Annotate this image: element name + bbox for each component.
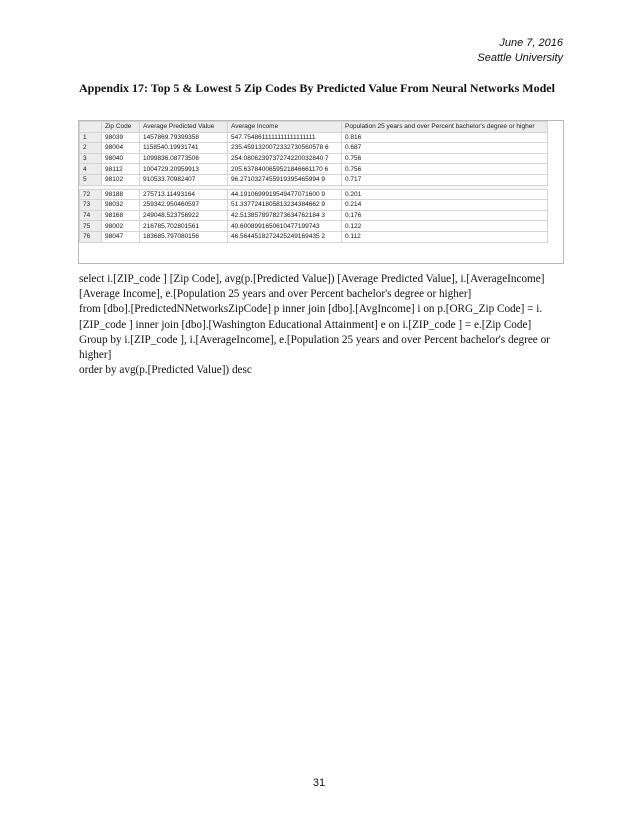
cell-predicted[interactable]: 275713.11493164 xyxy=(140,189,228,200)
cell-income[interactable]: 96.2710327455919395465994 9 xyxy=(228,174,342,185)
cell-predicted[interactable]: 1457869.79399358 xyxy=(140,132,228,143)
row-number[interactable]: 72 xyxy=(80,189,102,200)
cell-bachelors[interactable]: 0.176 xyxy=(342,210,548,221)
cell-income[interactable]: 42.5138578978273634762184 3 xyxy=(228,210,342,221)
row-number[interactable]: 1 xyxy=(80,132,102,143)
cell-bachelors[interactable]: 0.122 xyxy=(342,221,548,232)
cell-zip[interactable]: 98002 xyxy=(102,221,140,232)
sql-query xyxy=(79,272,563,378)
table-row[interactable] xyxy=(80,189,548,200)
cell-predicted[interactable]: 1158540.19931741 xyxy=(140,143,228,154)
cell-bachelors[interactable]: 0.756 xyxy=(342,153,548,164)
cell-zip[interactable]: 98047 xyxy=(102,231,140,242)
cell-bachelors[interactable]: 0.214 xyxy=(342,200,548,211)
cell-bachelors[interactable]: 0.717 xyxy=(342,174,548,185)
cell-zip[interactable]: 98032 xyxy=(102,200,140,211)
table-row[interactable] xyxy=(80,210,548,221)
header-date: June 7, 2016 xyxy=(499,37,563,49)
sql-select-clause: select i.[ZIP_code ] [Zip Code], avg(p.[Predicted Value]) [Average Predicted Value], i.[AverageIncome] [Average Income], e.[Population 25 years and over Percent bachelor's degree or higher] xyxy=(79,273,545,301)
table-row[interactable] xyxy=(80,174,548,185)
cell-predicted[interactable]: 1099836.08773506 xyxy=(140,153,228,164)
column-header-avg-income[interactable]: Average Income xyxy=(228,122,342,133)
table-row[interactable] xyxy=(80,200,548,211)
cell-zip[interactable]: 98102 xyxy=(102,174,140,185)
table-row[interactable] xyxy=(80,231,548,242)
cell-income[interactable]: 46.5644518272425249169435 2 xyxy=(228,231,342,242)
table-row[interactable] xyxy=(80,221,548,232)
column-header-avg-predicted-value[interactable]: Average Predicted Value xyxy=(140,122,228,133)
cell-zip[interactable]: 98040 xyxy=(102,153,140,164)
cell-predicted[interactable]: 249048.523756922 xyxy=(140,210,228,221)
cell-zip[interactable]: 98188 xyxy=(102,189,140,200)
cell-income[interactable]: 254.0806239737274220032840 7 xyxy=(228,153,342,164)
sql-from-clause: from [dbo].[PredictedNNetworksZipCode] p inner join [dbo].[AvgIncome] i on p.[ORG_Zip Code] = i.[ZIP_code ] inner join [dbo].[Washington Educational Attainment] e on i.[ZIP_code ] = e.[Zip Code] xyxy=(79,303,543,331)
results-table xyxy=(79,121,548,243)
results-grid[interactable] xyxy=(78,120,564,264)
row-number[interactable]: 74 xyxy=(80,210,102,221)
appendix-title: Appendix 17: Top 5 & Lowest 5 Zip Codes By Predicted Value From Neural Networks Model xyxy=(79,81,555,95)
cell-zip[interactable]: 98168 xyxy=(102,210,140,221)
cell-zip[interactable]: 98004 xyxy=(102,143,140,154)
cell-bachelors[interactable]: 0.756 xyxy=(342,164,548,175)
cell-bachelors[interactable]: 0.112 xyxy=(342,231,548,242)
cell-income[interactable]: 205.6378400659521846661170 6 xyxy=(228,164,342,175)
cell-bachelors[interactable]: 0.687 xyxy=(342,143,548,154)
table-row[interactable] xyxy=(80,153,548,164)
column-header-bachelors-percent[interactable]: Population 25 years and over Percent bachelor's degree or higher xyxy=(342,122,548,133)
cell-predicted[interactable]: 1004729.20959913 xyxy=(140,164,228,175)
row-number[interactable]: 4 xyxy=(80,164,102,175)
column-header-rownum[interactable] xyxy=(80,122,102,133)
row-number[interactable]: 2 xyxy=(80,143,102,154)
cell-zip[interactable]: 98039 xyxy=(102,132,140,143)
cell-income[interactable]: 235.4591320072332730560578 6 xyxy=(228,143,342,154)
header-org: Seattle University xyxy=(477,52,563,64)
cell-bachelors[interactable]: 0.816 xyxy=(342,132,548,143)
sql-group-by-clause: Group by i.[ZIP_code ], i.[AverageIncome], e.[Population 25 years and over Percent bachelor's degree or higher] xyxy=(79,333,550,362)
page-number: 31 xyxy=(312,777,326,789)
sql-order-by-clause: order by avg(p.[Predicted Value]) desc xyxy=(79,364,252,377)
header-row xyxy=(80,122,548,133)
row-number[interactable]: 75 xyxy=(80,221,102,232)
row-number[interactable]: 76 xyxy=(80,231,102,242)
table-row[interactable] xyxy=(80,143,548,154)
cell-income[interactable]: 44.1910699919549477071600 9 xyxy=(228,189,342,200)
page-header xyxy=(477,36,563,66)
column-header-zip-code[interactable]: Zip Code xyxy=(102,122,140,133)
row-number[interactable]: 3 xyxy=(80,153,102,164)
cell-predicted[interactable]: 183685.797080156 xyxy=(140,231,228,242)
cell-income[interactable]: 40.6008991650610477199743 xyxy=(228,221,342,232)
cell-income[interactable]: 547.7548611111111111111111 xyxy=(228,132,342,143)
cell-bachelors[interactable]: 0.201 xyxy=(342,189,548,200)
table-row[interactable] xyxy=(80,132,548,143)
cell-predicted[interactable]: 216785.702801561 xyxy=(140,221,228,232)
cell-predicted[interactable]: 910533.70982407 xyxy=(140,174,228,185)
table-row[interactable] xyxy=(80,164,548,175)
row-number[interactable]: 5 xyxy=(80,174,102,185)
cell-zip[interactable]: 98112 xyxy=(102,164,140,175)
cell-income[interactable]: 51.3377241805813234384662 9 xyxy=(228,200,342,211)
cell-predicted[interactable]: 259342.950460597 xyxy=(140,200,228,211)
row-number[interactable]: 73 xyxy=(80,200,102,211)
